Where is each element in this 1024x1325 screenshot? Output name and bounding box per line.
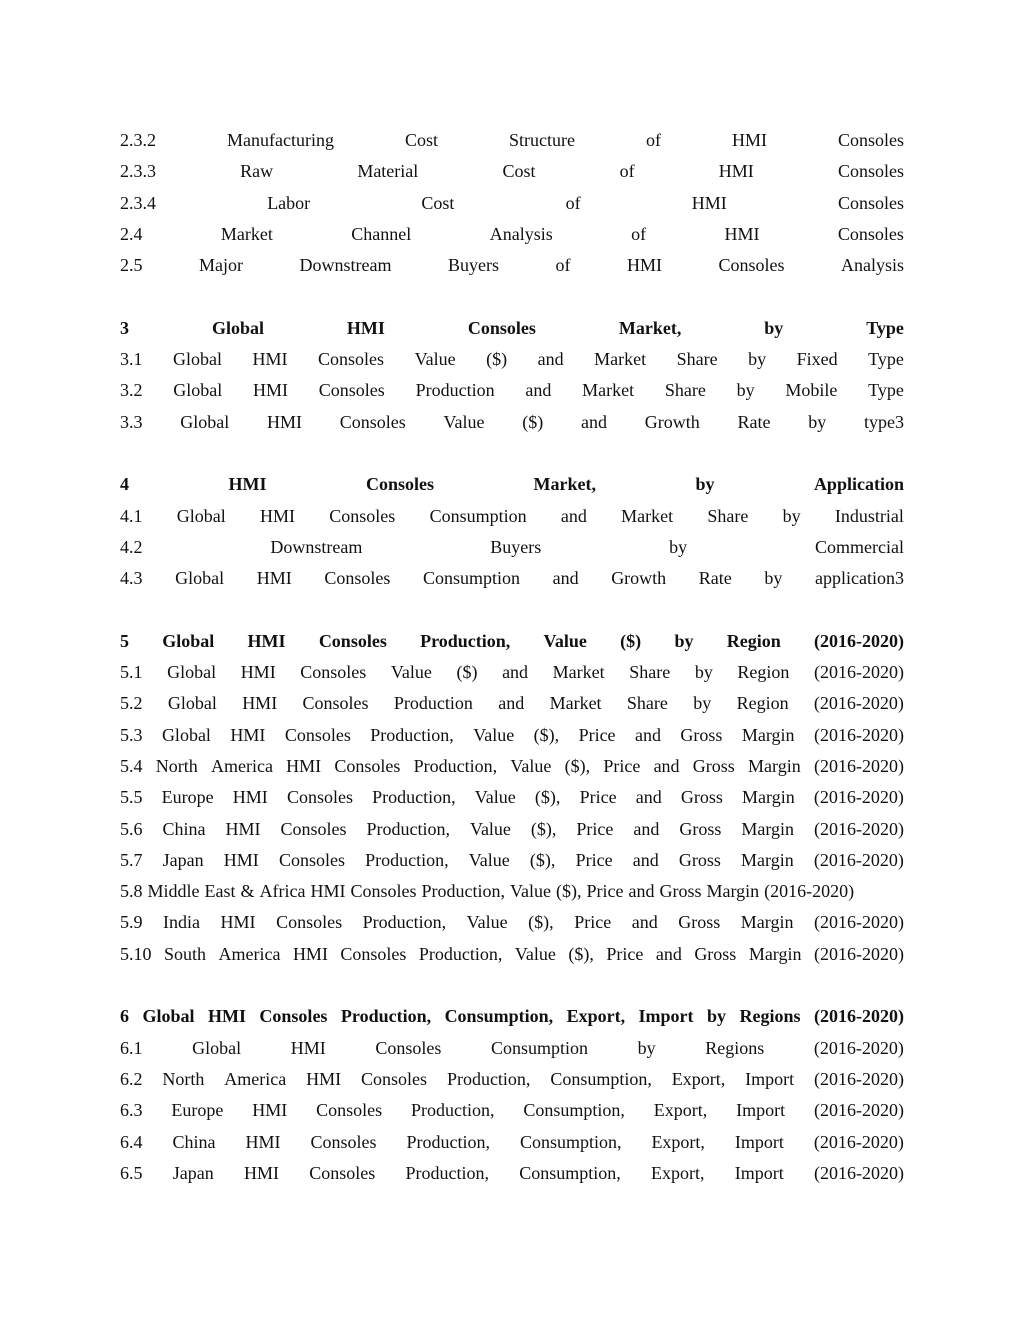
toc-entry: 2.4 Market Channel Analysis of HMI Consoles [120, 223, 904, 244]
toc-entry: 4.1 Global HMI Consoles Consumption and Market Share by Industrial [120, 505, 904, 526]
toc-entry: 4.2 Downstream Buyers by Commercial [120, 536, 904, 557]
toc-section-heading: 3 Global HMI Consoles Market, by Type [120, 317, 904, 338]
toc-entry: 5.8 Middle East & Africa HMI Consoles Production, Value ($), Price and Gross Margin (2016-2020) [120, 881, 855, 902]
toc-entry: 3.2 Global HMI Consoles Production and Market Share by Mobile Type [120, 380, 904, 401]
toc-entry: 5.3 Global HMI Consoles Production, Value ($), Price and Gross Margin (2016-2020) [120, 724, 904, 745]
toc-entry: 4.3 Global HMI Consoles Consumption and Growth Rate by application3 [120, 568, 904, 589]
section-gap [120, 281, 904, 312]
toc-entry: 5.4 North America HMI Consoles Production, Value ($), Price and Gross Margin (2016-2020) [120, 755, 904, 776]
toc-entry: 3.3 Global HMI Consoles Value ($) and Growth Rate by type3 [120, 411, 904, 432]
toc-section-heading: 5 Global HMI Consoles Production, Value ($) by Region (2016-2020) [120, 630, 904, 651]
toc-section-heading: 4 HMI Consoles Market, by Application [120, 474, 904, 495]
toc-entry: 5.6 China HMI Consoles Production, Value ($), Price and Gross Margin (2016-2020) [120, 818, 904, 839]
toc-entry: 3.1 Global HMI Consoles Value ($) and Market Share by Fixed Type [120, 349, 904, 370]
toc-entry: 5.9 India HMI Consoles Production, Value ($), Price and Gross Margin (2016-2020) [120, 912, 904, 933]
toc-entry: 6.4 China HMI Consoles Production, Consumption, Export, Import (2016-2020) [120, 1131, 904, 1152]
toc-entry: 6.3 Europe HMI Consoles Production, Consumption, Export, Import (2016-2020) [120, 1100, 904, 1121]
toc-entry: 5.10 South America HMI Consoles Production, Value ($), Price and Gross Margin (2016-2020) [120, 943, 904, 964]
table-of-contents [120, 125, 904, 1189]
toc-entry: 2.3.4 Labor Cost of HMI Consoles [120, 192, 904, 213]
toc-entry: 2.3.2 Manufacturing Cost Structure of HMI Consoles [120, 130, 904, 150]
section-gap [120, 438, 904, 469]
toc-entry: 2.3.3 Raw Material Cost of HMI Consoles [120, 161, 904, 182]
toc-entry: 5.2 Global HMI Consoles Production and Market Share by Region (2016-2020) [120, 693, 904, 714]
section-gap [120, 594, 904, 625]
toc-entry: 5.5 Europe HMI Consoles Production, Value ($), Price and Gross Margin (2016-2020) [120, 787, 904, 808]
toc-entry: 6.2 North America HMI Consoles Production, Consumption, Export, Import (2016-2020) [120, 1068, 904, 1089]
toc-entry: 6.1 Global HMI Consoles Consumption by Regions (2016-2020) [120, 1037, 904, 1058]
toc-section-heading: 6 Global HMI Consoles Production, Consumption, Export, Import by Regions (2016-2020) [120, 1006, 904, 1027]
section-gap [120, 970, 904, 1001]
toc-entry: 2.5 Major Downstream Buyers of HMI Consoles Analysis [120, 255, 904, 276]
toc-entry: 5.1 Global HMI Consoles Value ($) and Market Share by Region (2016-2020) [120, 662, 904, 683]
toc-entry: 5.7 Japan HMI Consoles Production, Value ($), Price and Gross Margin (2016-2020) [120, 849, 904, 870]
toc-entry: 6.5 Japan HMI Consoles Production, Consumption, Export, Import (2016-2020) [120, 1162, 904, 1183]
